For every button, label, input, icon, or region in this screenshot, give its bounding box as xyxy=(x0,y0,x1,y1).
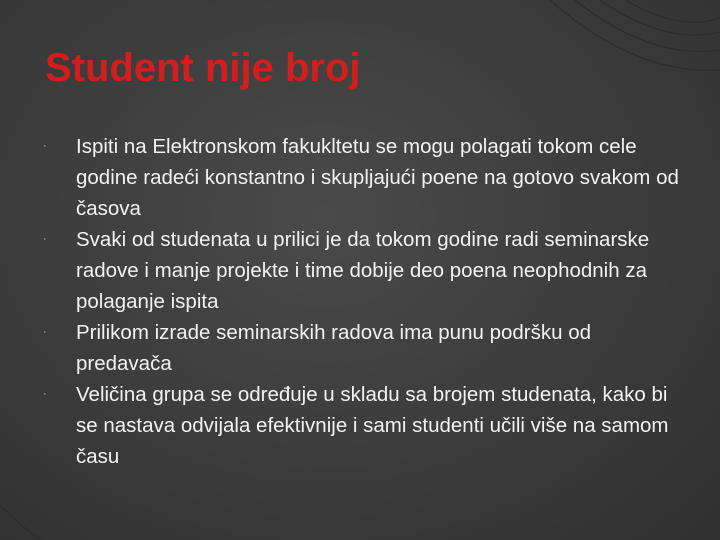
bullet-list xyxy=(40,131,690,472)
bullet-item xyxy=(40,131,690,224)
bullet-dot-icon: · xyxy=(43,233,47,245)
slide-title: Student nije broj xyxy=(45,46,361,90)
bullet-item xyxy=(40,317,690,379)
decor-arc-3 xyxy=(625,0,720,22)
bullet-dot-icon: · xyxy=(43,140,47,152)
bullet-dot-icon: · xyxy=(43,388,47,400)
bullet-text: Veličina grupa se određuje u skladu sa brojem studenata, kako bi se nastava odvijala efektivnije i sami studenti učili više na samom času xyxy=(76,383,669,468)
bullet-dot-icon: · xyxy=(43,326,47,338)
decor-corner-arc xyxy=(0,505,40,540)
bullet-item xyxy=(40,224,690,317)
bullet-item xyxy=(40,379,690,472)
bullet-text: Svaki od studenata u prilici je da tokom godine radi seminarske radove i manje projekte i time dobije deo poena neophodnih za polaganje ispita xyxy=(76,228,650,313)
bullet-text: Prilikom izrade seminarskih radova ima punu podršku od predavača xyxy=(76,321,592,375)
decor-arc-2 xyxy=(600,0,720,35)
bullet-text: Ispiti na Elektronskom fakukltetu se mogu polagati tokom cele godine radeći konstantno i skupljajući poene na gotovo svakom od časova xyxy=(76,135,679,220)
